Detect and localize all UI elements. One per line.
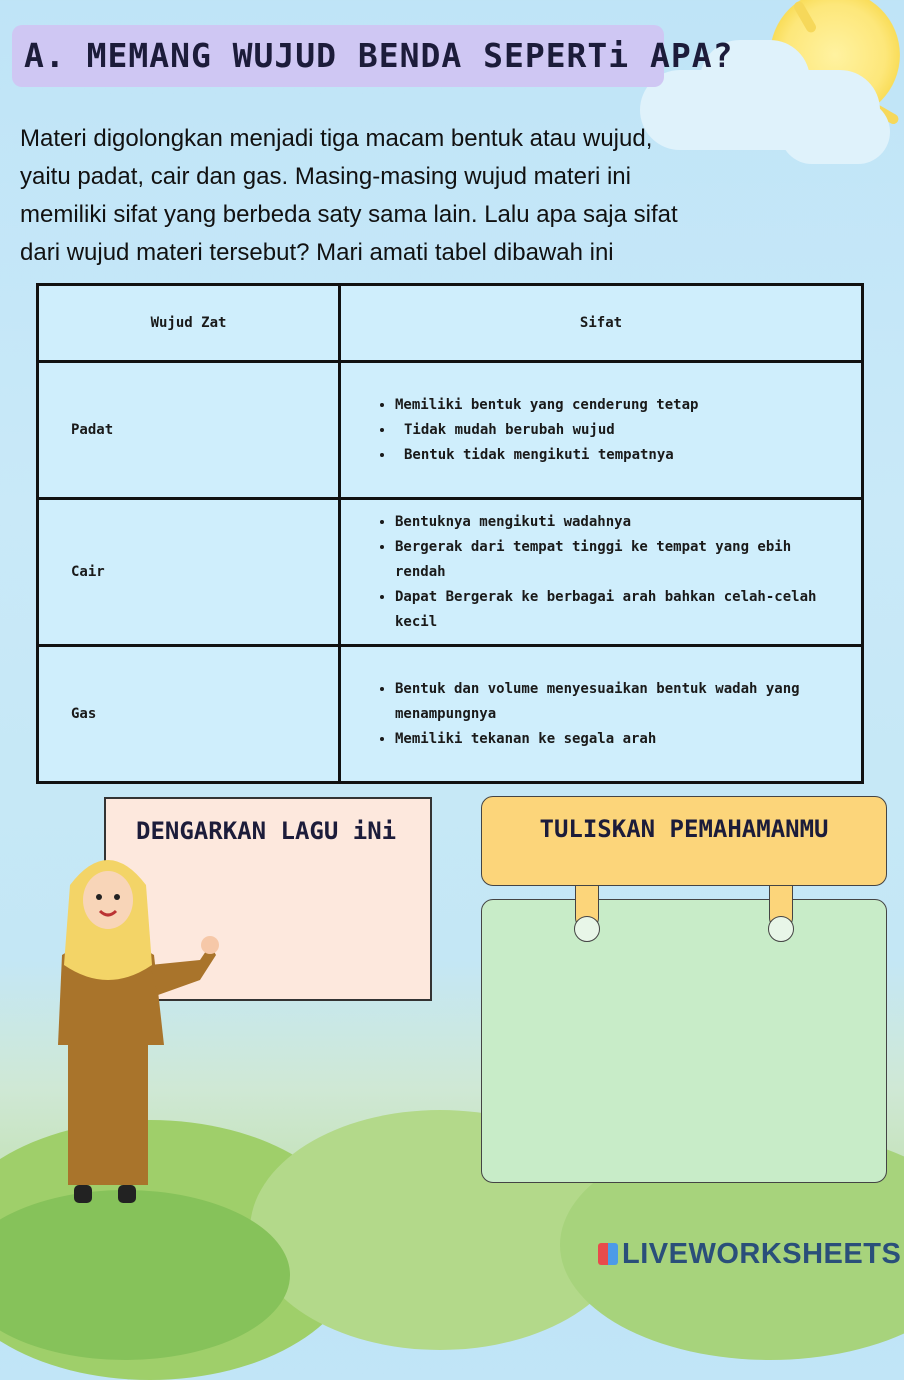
list-item: • Memiliki bentuk yang cenderung tetap [395,393,849,418]
header-sifat: Sifat [340,285,863,362]
intro-line: Materi digolongkan menjadi tiga macam bentuk atau wujud, [20,125,653,152]
properties-table [36,283,864,784]
list-item: • Bentuk tidak mengikuti tempatnya [395,443,849,468]
list-item: • Tidak mudah berubah wujud [395,418,849,443]
write-answer-area[interactable] [481,899,887,1183]
liveworksheets-logo [598,1238,901,1271]
board-ring [768,916,794,942]
intro-line: memiliki sifat yang berbeda saty sama lain. Lalu apa saja sifat [20,201,678,228]
page-title: A. MEMANG WUJUD BENDA SEPERTi APA? [24,36,734,75]
table-row [38,646,863,783]
cell-wujud: Gas [38,646,340,783]
cell-sifat [340,499,863,646]
intro-line: dari wujud materi tersebut? Mari amati tabel dibawah ini [20,239,614,266]
write-board-header [481,796,887,886]
cell-sifat [340,362,863,499]
list-item: • Bentuknya mengikuti wadahnya [395,510,849,535]
cell-wujud: Cair [38,499,340,646]
list-item: • Dapat Bergerak ke berbagai arah bahkan celah-celah kecil [395,585,849,635]
cell-wujud: Padat [38,362,340,499]
table-row [38,499,863,646]
header-wujud: Wujud Zat [38,285,340,362]
teacher-illustration [40,845,230,1210]
board-ring [574,916,600,942]
table-row [38,362,863,499]
write-box-title: TULISKAN PEMAHAMANMU [539,815,829,843]
list-item: • Bergerak dari tempat tinggi ke tempat yang ebih rendah [395,535,849,585]
list-item: • Memiliki tekanan ke segala arah [395,727,849,752]
table-header-row [38,285,863,362]
intro-line: yaitu padat, cair dan gas. Masing-masing wujud materi ini [20,163,631,190]
logo-text: LIVEWORKSHEETS [622,1238,902,1270]
list-item: • Bentuk dan volume menyesuaikan bentuk wadah yang menampungnya [395,677,849,727]
intro-paragraph [20,120,810,272]
cell-sifat [340,646,863,783]
liveworksheets-icon [598,1243,618,1265]
listen-box-title: DENGARKAN LAGU iNi [136,817,397,845]
